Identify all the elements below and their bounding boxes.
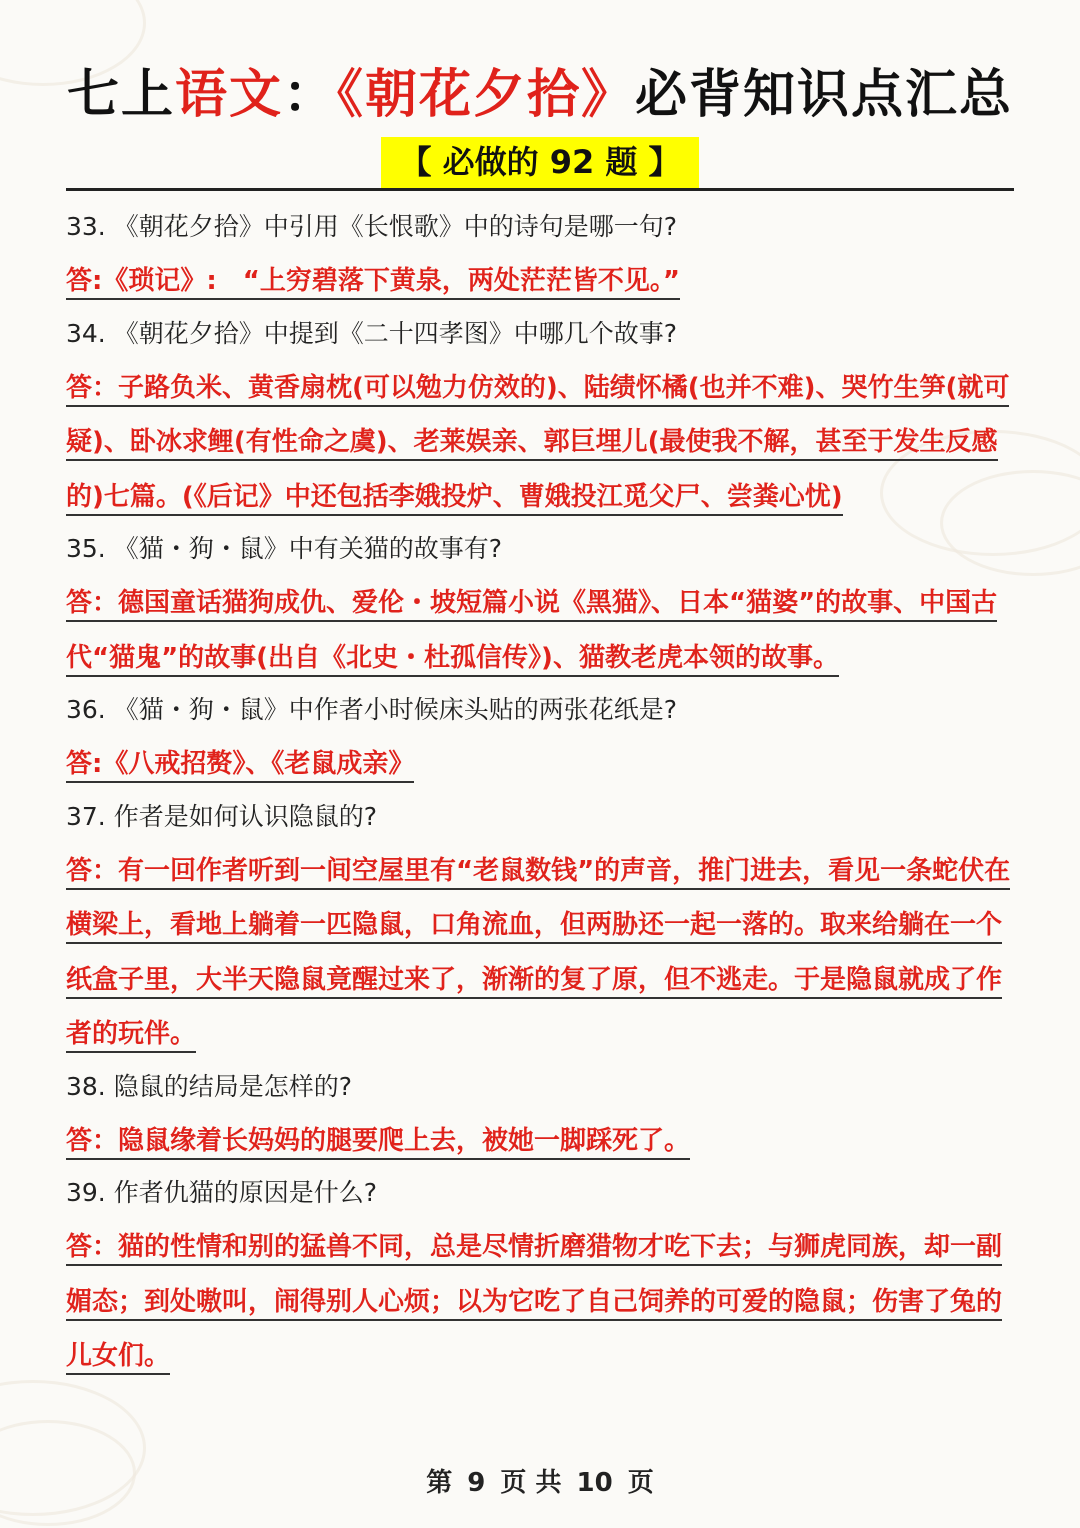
title-summary: 必背知识点汇总 xyxy=(635,65,1014,125)
footer-suffix: 页 xyxy=(627,1468,654,1498)
total-page-number: 10 xyxy=(576,1468,613,1498)
answer-text: 答：隐鼠缘着长妈妈的腿要爬上去，被她一脚踩死了。 xyxy=(66,1126,690,1160)
question-34: 34. 《朝花夕拾》中提到《二十四孝图》中哪几个故事? xyxy=(66,318,677,348)
answer-35 xyxy=(66,576,1026,685)
answer-text: 答：德国童话猫狗成仇、爱伦・坡短篇小说《黑猫》、日本“猫婆”的故事、中国古代“猫鬼”的故事(出自《北史・杜孤信传》)、猫教老虎本领的故事。 xyxy=(66,588,997,677)
footer-prefix: 第 xyxy=(426,1468,453,1498)
answer-text: 答：子路负米、黄香扇枕(可以勉力仿效的)、陆绩怀橘(也并不难)、哭竹生笋(就可疑)、卧冰求鲤(有性命之虞)、老莱娱亲、郭巨埋儿(最使我不解，甚至于发生反感的)七篇。(《后记》中还包括李娥投炉、曹娥投江觅父尸、尝粪心忧) xyxy=(66,373,1009,516)
footer-middle: 页 共 xyxy=(500,1468,562,1498)
answer-34 xyxy=(66,361,1026,525)
question-33: 33. 《朝花夕拾》中引用《长恨歌》中的诗句是哪一句? xyxy=(66,212,677,241)
answer-38 xyxy=(66,1114,1026,1169)
answer-text: 答：有一回作者听到一间空屋里有“老鼠数钱”的声音，推门进去，看见一条蛇伏在横梁上，看地上躺着一匹隐鼠，口角流血，但两胁还一起一落的。取来给躺在一个纸盒子里，大半天隐鼠竟醒过来了，渐渐的复了原，但不逃走。于是隐鼠就成了作者的玩伴。 xyxy=(66,856,1010,1054)
title-subject: 语文 xyxy=(174,65,283,125)
subtitle-tag: 【 必做的 92 题 】 xyxy=(381,137,698,189)
question-35: 35. 《猫・狗・鼠》中有关猫的故事有? xyxy=(66,534,502,563)
answer-36 xyxy=(66,737,1026,792)
answer-33 xyxy=(66,254,1026,309)
subtitle-tag-wrap xyxy=(0,137,1080,189)
qa-list xyxy=(66,204,1026,1386)
answer-39 xyxy=(66,1220,1026,1384)
answer-text: 答:《琐记》: “上穷碧落下黄泉，两处茫茫皆不见。” xyxy=(66,266,680,300)
question-36: 36. 《猫・狗・鼠》中作者小时候床头贴的两张花纸是? xyxy=(66,695,677,724)
page-title xyxy=(0,52,1080,127)
answer-text: 答:《八戒招赘》、《老鼠成亲》 xyxy=(66,749,414,783)
title-grade: 七上 xyxy=(66,65,175,125)
title-book: 《朝花夕拾》 xyxy=(337,65,636,125)
page-number-footer xyxy=(0,1462,1080,1499)
current-page-number: 9 xyxy=(467,1468,486,1498)
question-38: 38. 隐鼠的结局是怎样的? xyxy=(66,1071,352,1101)
question-39: 39. 作者仇猫的原因是什么? xyxy=(66,1178,377,1207)
title-colon: ： xyxy=(282,65,337,125)
header-divider xyxy=(66,188,1014,191)
answer-text: 答：猫的性情和别的猛兽不同，总是尽情折磨猎物才吃下去；与狮虎同族，却一副媚态；到处嗷叫，闹得别人心烦；以为它吃了自己饲养的可爱的隐鼠；伤害了兔的儿女们。 xyxy=(66,1232,1002,1375)
question-37: 37. 作者是如何认识隐鼠的? xyxy=(66,801,377,831)
answer-37 xyxy=(66,844,1026,1062)
